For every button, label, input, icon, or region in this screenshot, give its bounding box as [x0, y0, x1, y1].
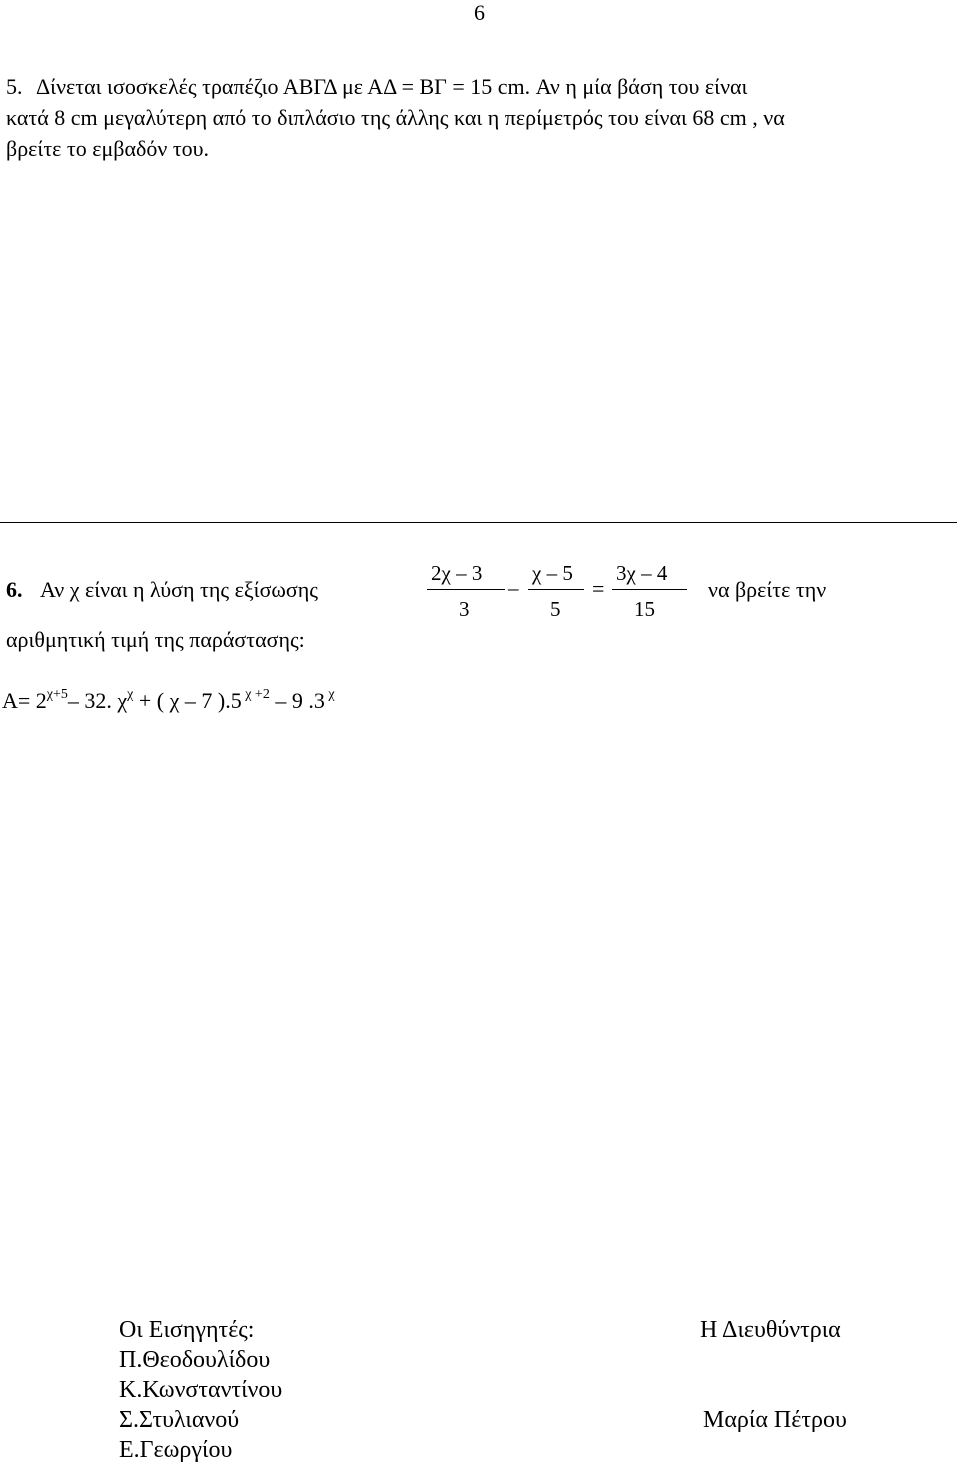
- expression-part: – 32. χ: [67, 688, 128, 713]
- fraction-denominator: 3: [459, 597, 470, 621]
- expression-part: Α= 2: [2, 688, 47, 713]
- exponent: χ +2: [241, 687, 270, 702]
- fraction-numerator: χ – 5: [532, 561, 573, 585]
- expression-part: – 9 .3: [269, 688, 325, 713]
- problem-text-line: βρείτε το εμβαδόν του.: [6, 136, 210, 161]
- fraction-numerator: 3χ – 4: [616, 561, 668, 585]
- exponent: χ: [127, 687, 134, 702]
- fraction-denominator: 5: [550, 597, 561, 621]
- presenter-name: Π.Θεοδουλίδου: [119, 1347, 271, 1373]
- equals-sign: =: [592, 576, 605, 601]
- fraction-bar: [427, 589, 505, 590]
- problem-intro: Αν χ είναι η λύση της εξίσωσης: [40, 577, 318, 602]
- exponent: χ+5: [46, 687, 68, 702]
- page-number: 6: [474, 0, 485, 25]
- fraction-bar: [528, 589, 584, 590]
- fraction-denominator: 15: [634, 597, 655, 621]
- problem-text-line: αριθμητική τιμή της παράστασης:: [6, 627, 305, 652]
- minus-sign: –: [508, 576, 519, 600]
- exponent: χ: [324, 687, 335, 702]
- problem-text-after-equation: να βρείτε την: [708, 577, 827, 602]
- problem-text-line: κατά 8 cm μεγαλύτερη από το διπλάσιο της άλλης και η περίμετρός του είναι 68 cm , να: [6, 105, 785, 130]
- problem-text-line: Δίνεται ισοσκελές τραπέζιο ΑΒΓΔ με ΑΔ = ΒΓ = 15 cm. Αν η μία βάση του είναι: [36, 74, 748, 99]
- presenters-title: Οι Εισηγητές:: [119, 1317, 255, 1343]
- separator-line: [0, 522, 957, 523]
- expression-A: [2, 688, 335, 714]
- fraction-bar: [612, 589, 687, 590]
- presenter-name: Ε.Γεωργίου: [119, 1437, 233, 1463]
- principal-title: Η Διευθύντρια: [700, 1317, 841, 1343]
- principal-name: Μαρία Πέτρου: [703, 1407, 847, 1433]
- problem-number: 6.: [6, 577, 23, 602]
- presenter-name: Κ.Κωνσταντίνου: [119, 1377, 283, 1403]
- expression-part: + ( χ – 7 ).5: [133, 688, 242, 713]
- fraction-numerator: 2χ – 3: [431, 561, 483, 585]
- presenter-name: Σ.Στυλιανού: [119, 1407, 240, 1433]
- problem-number: 5.: [6, 74, 23, 99]
